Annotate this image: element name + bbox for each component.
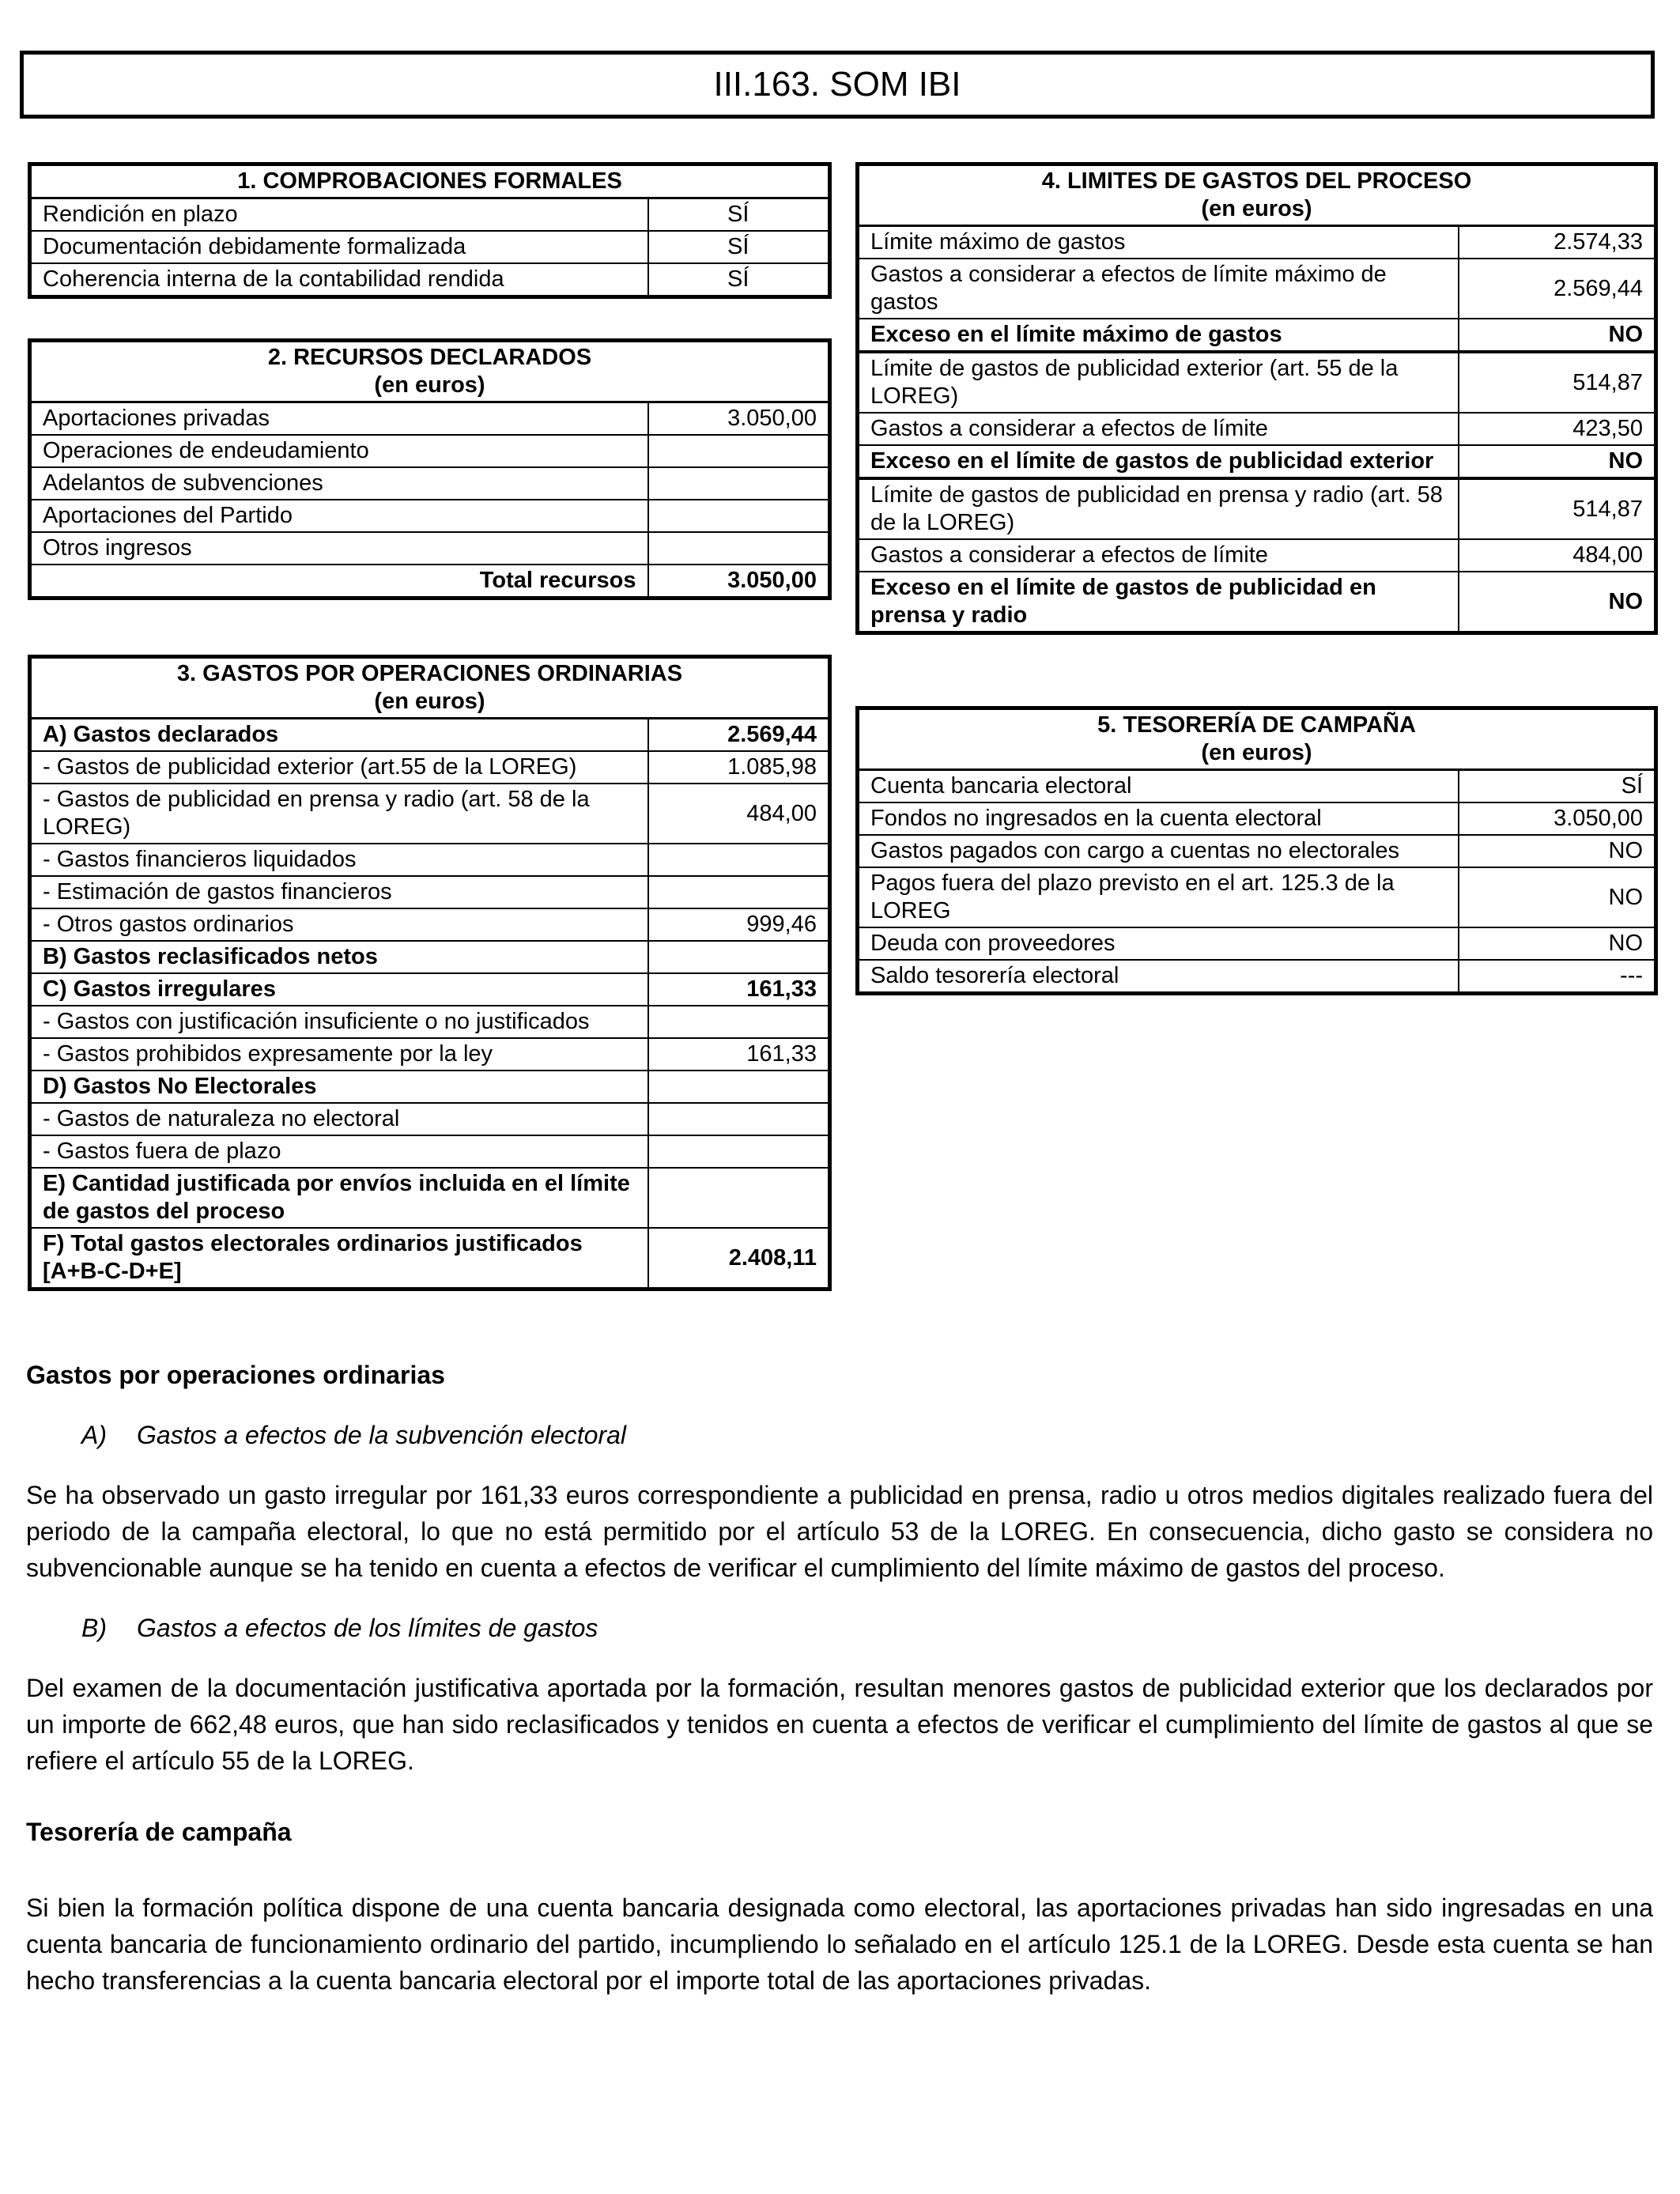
table-row: - Gastos de naturaleza no electoral — [30, 1103, 830, 1135]
table-row: Aportaciones privadas 3.050,00 — [30, 402, 830, 436]
table-row: Exceso en el límite de gastos de publicidad en prensa y radio NO — [858, 572, 1656, 633]
table-row: Límite de gastos de publicidad exterior (art. 55 de la LOREG) 514,87 — [858, 352, 1656, 413]
table-row: Operaciones de endeudamiento — [30, 435, 830, 467]
subsection-heading: A) Gastos a efectos de la subvención electoral — [81, 1421, 627, 1449]
section-heading: Gastos por operaciones ordinarias — [26, 1361, 445, 1389]
table-row: - Estimación de gastos financieros — [30, 876, 830, 908]
table-row: Gastos a considerar a efectos de límite 484,00 — [858, 539, 1656, 572]
formal-checks-table — [28, 162, 832, 299]
table-heading: 1. COMPROBACIONES FORMALES — [30, 164, 830, 198]
paragraph: Si bien la formación política dispone de una cuenta bancaria designada como electoral, las aportaciones privadas han sido ingresadas en una cuenta bancaria de funcionamiento ordinario del partido, incumpliendo lo señalado en el artículo 125.1 de la LOREG. Desde esta cuenta se han hecho transferencias a la cuenta bancaria electoral por el importe total de las aportaciones privadas. — [26, 1894, 1653, 1995]
body-text — [26, 1357, 1653, 1999]
paragraph: Se ha observado un gasto irregular por 161,33 euros correspondiente a publicidad en prensa, radio u otros medios digitales realizado fuera del periodo de la campaña electoral, lo que no está permitido por el artículo 53 de la LOREG. En consecuencia, dicho gasto se considera no subvencionable aunque se ha tenido en cuenta a efectos de verificar el cumplimiento del límite máximo de gastos del proceso. — [26, 1481, 1653, 1582]
subsection-heading: B) Gastos a efectos de los límites de gastos — [81, 1614, 598, 1642]
table-row: Límite de gastos de publicidad en prensa y radio (art. 58 de la LOREG) 514,87 — [858, 478, 1656, 539]
section-heading: Tesorería de campaña — [26, 1818, 292, 1846]
table-heading: 3. GASTOS POR OPERACIONES ORDINARIAS (en euros) — [30, 657, 830, 719]
table-row: D) Gastos No Electorales — [30, 1071, 830, 1103]
table-row: A) Gastos declarados 2.569,44 — [30, 719, 830, 752]
table-row: Fondos no ingresados en la cuenta electoral 3.050,00 — [858, 802, 1656, 835]
table-row: - Gastos de publicidad exterior (art.55 de la LOREG) 1.085,98 — [30, 751, 830, 784]
table-row: E) Cantidad justificada por envíos incluida en el límite de gastos del proceso — [30, 1168, 830, 1228]
paragraph: Del examen de la documentación justificativa aportada por la formación, resultan menores gastos de publicidad exterior que los declarados por un importe de 662,48 euros, que han sido reclasificados y tenidos en cuenta a efectos de verificar el cumplimiento del límite de gastos al que se refiere el artículo 55 de la LOREG. — [26, 1674, 1653, 1775]
table-row: Exceso en el límite máximo de gastos NO — [858, 319, 1656, 352]
table-row: Otros ingresos — [30, 532, 830, 565]
table-row: Pagos fuera del plazo previsto en el art. 125.3 de la LOREG NO — [858, 867, 1656, 927]
table-row: B) Gastos reclasificados netos — [30, 941, 830, 973]
expense-limits-table — [855, 162, 1658, 635]
total-row: F) Total gastos electorales ordinarios justificados [A+B-C-D+E] 2.408,11 — [30, 1228, 830, 1290]
table-row: Saldo tesorería electoral --- — [858, 960, 1656, 994]
table-row: Coherencia interna de la contabilidad rendida SÍ — [30, 263, 830, 297]
table-row: Rendición en plazo SÍ — [30, 198, 830, 232]
table-row: Deuda con proveedores NO — [858, 927, 1656, 960]
table-heading: 5. TESORERÍA DE CAMPAÑA (en euros) — [858, 708, 1656, 770]
page-title: III.163. SOM IBI — [20, 51, 1655, 119]
table-row: Gastos pagados con cargo a cuentas no electorales NO — [858, 835, 1656, 867]
table-row: - Gastos prohibidos expresamente por la ley 161,33 — [30, 1038, 830, 1071]
table-heading: 2. RECURSOS DECLARADOS (en euros) — [30, 341, 830, 402]
table-row: Cuenta bancaria electoral SÍ — [858, 770, 1656, 803]
table-row: - Gastos fuera de plazo — [30, 1135, 830, 1168]
table-row: Gastos a considerar a efectos de límite 423,50 — [858, 413, 1656, 445]
table-row: - Gastos financieros liquidados — [30, 844, 830, 876]
table-row: Documentación debidamente formalizada SÍ — [30, 231, 830, 263]
table-heading: 4. LIMITES DE GASTOS DEL PROCESO (en euros) — [858, 164, 1656, 226]
campaign-treasury-table — [855, 706, 1658, 995]
table-row: - Gastos con justificación insuficiente o no justificados — [30, 1006, 830, 1038]
total-row: Total recursos 3.050,00 — [30, 565, 830, 599]
ordinary-expenses-table — [28, 655, 832, 1291]
table-row: Gastos a considerar a efectos de límite máximo de gastos 2.569,44 — [858, 259, 1656, 319]
declared-resources-table — [28, 338, 832, 600]
table-row: - Gastos de publicidad en prensa y radio (art. 58 de la LOREG) 484,00 — [30, 784, 830, 844]
table-row: Límite máximo de gastos 2.574,33 — [858, 226, 1656, 259]
table-row: Aportaciones del Partido — [30, 500, 830, 532]
table-row: - Otros gastos ordinarios 999,46 — [30, 908, 830, 941]
table-row: Exceso en el límite de gastos de publicidad exterior NO — [858, 445, 1656, 478]
table-row: C) Gastos irregulares 161,33 — [30, 973, 830, 1006]
table-row: Adelantos de subvenciones — [30, 467, 830, 500]
